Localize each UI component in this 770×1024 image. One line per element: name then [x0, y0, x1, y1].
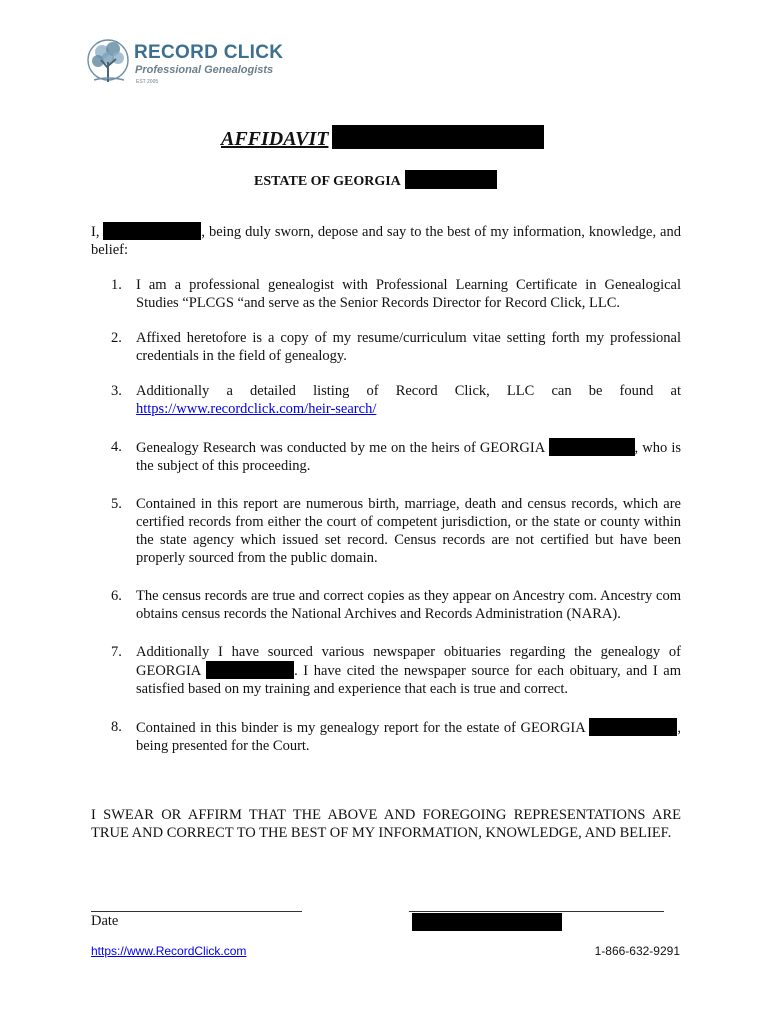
redaction-box — [412, 913, 562, 931]
title-text: AFFIDAVIT — [221, 128, 329, 150]
estate-heading-text: ESTATE OF GEORGIA — [254, 174, 401, 189]
document-title — [221, 125, 544, 151]
tree-icon — [86, 38, 138, 90]
redaction-box — [405, 170, 497, 189]
item-number: 7. — [111, 644, 122, 660]
item-number: 4. — [111, 439, 122, 455]
redaction-box — [332, 125, 544, 149]
item-text: Contained in this binder is my genealogy report for the estate of GEORGIA — [136, 720, 590, 736]
item-number: 3. — [111, 383, 122, 399]
item-text: Contained in this report are numerous birth, marriage, death and census records, which are certified records from either the court of competent jurisdiction, or the state or county within the state agency which issued set record. Census records are not certified but have been properly sourced from the public domain. — [136, 496, 681, 566]
affiant-signature-line — [409, 911, 664, 912]
oath-statement: I SWEAR OR AFFIRM THAT THE ABOVE AND FOREGOING REPRESENTATIONS ARE TRUE AND CORRECT TO THE BEST OF MY INFORMATION, KNOWLEDGE, AND BELIEF. — [91, 807, 681, 841]
date-label: Date — [91, 913, 119, 929]
item-text: Additionally I have sourced various newspaper obituaries regarding the genealogy of GEORGIA — [136, 644, 681, 679]
list-item — [91, 587, 681, 623]
intro-rest: , being duly sworn, depose and say to the best of my information, knowledge, and belief: — [91, 224, 681, 258]
item-text: Genealogy Research was conducted by me on the heirs of GEORGIA — [136, 440, 549, 456]
footer-website-link[interactable]: https://www.RecordClick.com — [91, 944, 247, 958]
item-text-cont: , being presented for the Court. — [136, 720, 681, 754]
company-logo — [86, 38, 286, 94]
item-text: Affixed heretofore is a copy of my resume/curriculum vitae setting forth my professional credentials in the field of genealogy. — [136, 330, 681, 364]
item-number: 5. — [111, 496, 122, 512]
item-text: The census records are true and correct copies as they appear on Ancestry com. Ancestry com obtains census records the National Archives and Records Administration (NARA). — [136, 588, 681, 622]
list-item — [91, 495, 681, 567]
list-item — [91, 382, 681, 418]
item-text: I am a professional genealogist with Professional Learning Certificate in Genealogical Studies “PLCGS “and serve as the Senior Records Director for Record Click, LLC. — [136, 277, 681, 311]
intro-paragraph — [91, 222, 681, 259]
item-number: 8. — [111, 719, 122, 735]
redaction-box — [589, 718, 677, 736]
list-item — [91, 643, 681, 698]
date-signature-line — [91, 911, 302, 912]
logo-name: RECORD CLICK — [134, 42, 284, 63]
item-number: 2. — [111, 330, 122, 346]
item-number: 6. — [111, 588, 122, 604]
list-item — [91, 276, 681, 312]
redaction-box — [549, 438, 635, 456]
affidavit-list — [91, 276, 681, 755]
item-number: 1. — [111, 277, 122, 293]
logo-est: EST 2005 — [136, 79, 159, 85]
footer-phone: 1-866-632-9291 — [594, 944, 680, 958]
item-text: Additionally a detailed listing of Record Click, LLC can be found at — [136, 383, 681, 399]
logo-tagline: Professional Genealogists — [135, 64, 274, 76]
item-text-cont: . I have cited the newspaper source for each obituary, and I am satisfied based on my training and experience that each is true and correct. — [136, 663, 681, 697]
intro-prefix: I, — [91, 224, 104, 240]
heir-search-link[interactable]: https://www.recordclick.com/heir-search/ — [136, 401, 377, 417]
list-item — [91, 718, 681, 755]
list-item — [91, 438, 681, 475]
redaction-box — [206, 661, 294, 679]
redaction-box — [103, 222, 201, 240]
list-item — [91, 329, 681, 365]
estate-heading — [254, 170, 497, 190]
item-text-cont: , who is the subject of this proceeding. — [136, 440, 681, 474]
